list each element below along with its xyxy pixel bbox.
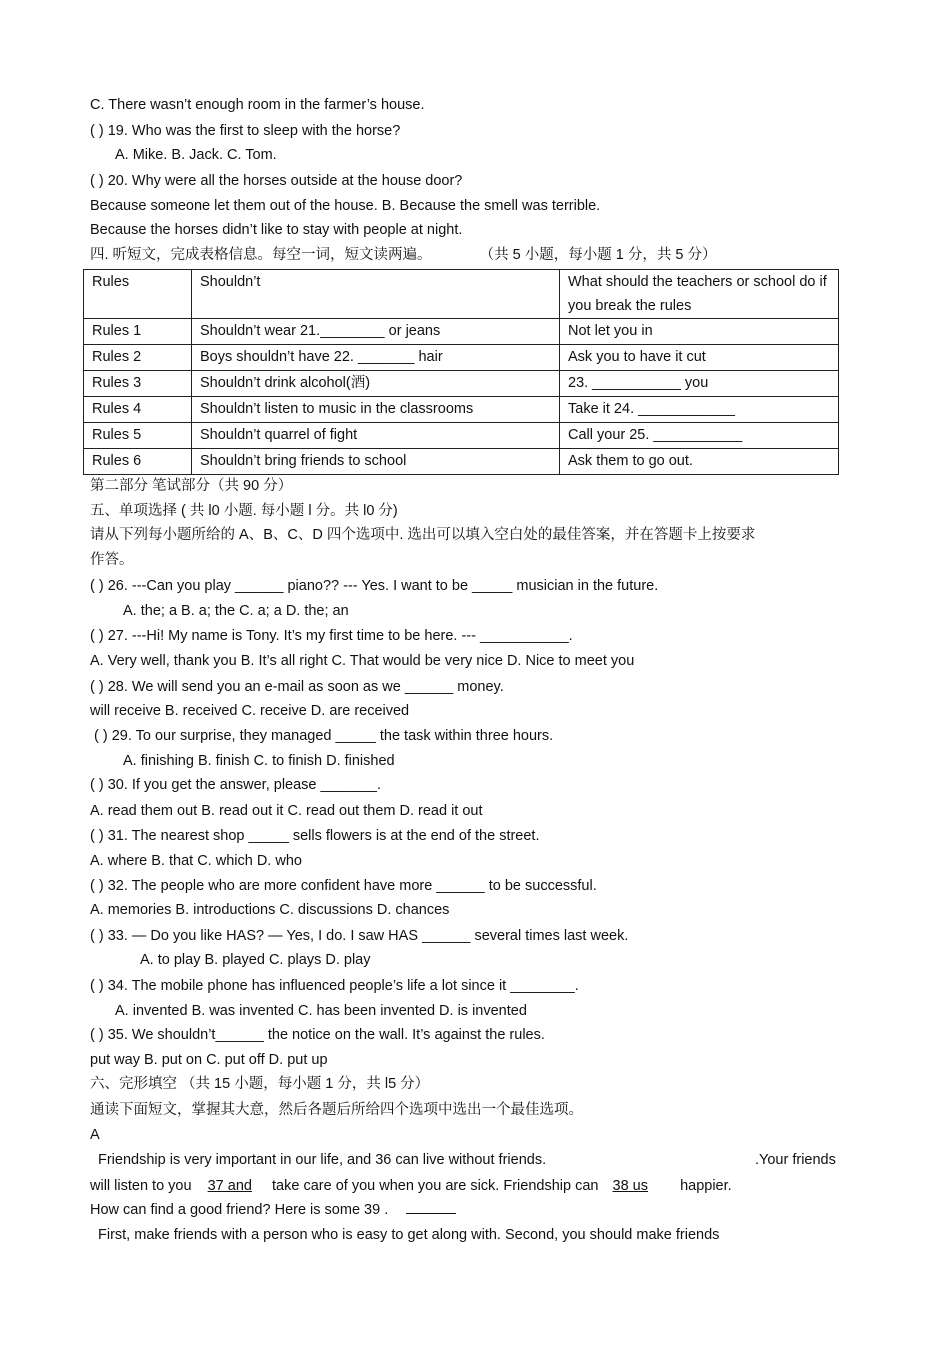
passage-line-2 xyxy=(90,1177,732,1195)
table-row xyxy=(84,371,839,397)
table-header-cell: Rules xyxy=(84,270,192,319)
question-29: ( ) 29. To our surprise, they managed _____ the task within three hours. xyxy=(94,728,554,744)
section-5-instruction-cont: 作答。 xyxy=(90,552,134,568)
table-header-cell: Shouldn’t xyxy=(192,270,560,319)
table-cell: Rules 2 xyxy=(84,345,192,371)
question-20: ( ) 20. Why were all the horses outside at the house door? xyxy=(90,173,463,189)
blank-37: 37 and xyxy=(207,1178,252,1194)
table-cell: Shouldn’t drink alcohol(酒) xyxy=(192,371,560,397)
section-4-instruction: 四. 听短文，完成表格信息。每空一词，短文读两遍。 xyxy=(90,247,432,263)
question-33: ( ) 33. — Do you like HAS? — Yes, I do. I saw HAS ______ several times last week. xyxy=(90,928,629,944)
question-19: ( ) 19. Who was the first to sleep with the horse? xyxy=(90,123,401,139)
passage-text: will listen to you xyxy=(90,1178,192,1194)
question-28: ( ) 28. We will send you an e-mail as soon as we ______ money. xyxy=(90,679,504,695)
question-28-options: will receive B. received C. receive D. are received xyxy=(90,703,410,719)
question-34: ( ) 34. The mobile phone has influenced people’s life a lot since it ________. xyxy=(90,978,579,994)
question-35-options: put way B. put on C. put off D. put up xyxy=(90,1052,328,1068)
table-cell: Shouldn’t quarrel of fight xyxy=(192,423,560,449)
table-cell: Boys shouldn’t have 22. _______ hair xyxy=(192,345,560,371)
rules-table xyxy=(83,269,839,475)
table-row xyxy=(84,423,839,449)
passage-text: How can find a good friend? Here is some 39 . xyxy=(90,1202,389,1218)
table-cell: 23. ___________ you xyxy=(560,371,839,397)
question-34-options: A. invented B. was invented C. has been invented D. is invented xyxy=(115,1003,527,1019)
section-4-score: （共 5 小题，每小题 1 分，共 5 分） xyxy=(479,247,717,263)
question-32-options: A. memories B. introductions C. discussions D. chances xyxy=(90,902,450,918)
table-cell: Take it 24. ____________ xyxy=(560,397,839,423)
option-c-line: C. There wasn’t enough room in the farmer’s house. xyxy=(90,97,425,113)
table-cell: Rules 3 xyxy=(84,371,192,397)
blank-39-line xyxy=(406,1201,456,1214)
table-row xyxy=(84,345,839,371)
passage-line-4: First, make friends with a person who is easy to get along with. Second, you should make friends xyxy=(98,1227,720,1243)
blank-38: 38 us xyxy=(612,1178,648,1194)
question-30-options: A. read them out B. read out it C. read out them D. read it out xyxy=(90,803,483,819)
table-cell: Shouldn’t wear 21.________ or jeans xyxy=(192,319,560,345)
question-35: ( ) 35. We shouldn’t______ the notice on the wall. It’s against the rules. xyxy=(90,1027,545,1043)
passage-text: happier. xyxy=(680,1178,732,1194)
section-5-instruction: 请从下列每小题所给的 A、B、C、D 四个选项中. 选出可以填入空白处的最佳答案，并在答题卡上按要求 xyxy=(90,527,756,543)
question-33-options: A. to play B. played C. plays D. play xyxy=(140,952,371,968)
table-cell: Shouldn’t bring friends to school xyxy=(192,449,560,475)
table-cell: Not let you in xyxy=(560,319,839,345)
section-6-title: 六、完形填空 （共 15 小题，每小题 1 分，共 l5 分） xyxy=(90,1076,430,1092)
question-26: ( ) 26. ---Can you play ______ piano?? --- Yes. I want to be _____ musician in the future. xyxy=(90,578,659,594)
question-19-options: A. Mike. B. Jack. C. Tom. xyxy=(115,147,277,163)
table-row xyxy=(84,449,839,475)
question-27: ( ) 27. ---Hi! My name is Tony. It’s my first time to be here. --- ___________. xyxy=(90,628,573,644)
table-cell: Rules 4 xyxy=(84,397,192,423)
question-20-options-ab: Because someone let them out of the house. B. Because the smell was terrible. xyxy=(90,198,601,214)
table-header-row xyxy=(84,270,839,319)
table-row xyxy=(84,397,839,423)
table-cell: Ask you to have it cut xyxy=(560,345,839,371)
table-cell: Ask them to go out. xyxy=(560,449,839,475)
table-header-cell: What should the teachers or school do if you break the rules xyxy=(560,270,839,319)
question-29-options: A. finishing B. finish C. to finish D. finished xyxy=(123,753,395,769)
question-20-option-c: Because the horses didn’t like to stay with people at night. xyxy=(90,222,463,238)
section-6-instruction: 通读下面短文，掌握其大意，然后各题后所给四个选项中选出一个最佳选项。 xyxy=(90,1102,583,1118)
question-30: ( ) 30. If you get the answer, please _______. xyxy=(90,777,381,793)
section-5-title: 五、单项选择 ( 共 l0 小题. 每小题 l 分。共 l0 分) xyxy=(90,503,398,519)
question-27-options: A. Very well, thank you B. It’s all right C. That would be very nice D. Nice to meet you xyxy=(90,653,635,669)
table-row xyxy=(84,319,839,345)
section-4-title xyxy=(90,246,717,264)
question-31-options: A. where B. that C. which D. who xyxy=(90,853,302,869)
table-cell: Rules 1 xyxy=(84,319,192,345)
table-cell: Rules 5 xyxy=(84,423,192,449)
passage-line-3 xyxy=(90,1201,456,1219)
passage-line-1-end: .Your friends xyxy=(755,1152,836,1168)
passage-label: A xyxy=(90,1127,100,1143)
table-cell: Shouldn’t listen to music in the classrooms xyxy=(192,397,560,423)
table-cell: Rules 6 xyxy=(84,449,192,475)
question-31: ( ) 31. The nearest shop _____ sells flowers is at the end of the street. xyxy=(90,828,540,844)
passage-text: take care of you when you are sick. Friendship can xyxy=(272,1178,599,1194)
passage-line-1: Friendship is very important in our life, and 36 can live without friends. xyxy=(98,1152,547,1168)
table-cell: Call your 25. ___________ xyxy=(560,423,839,449)
part-2-title: 第二部分 笔试部分（共 90 分） xyxy=(90,478,293,494)
question-26-options: A. the; a B. a; the C. a; a D. the; an xyxy=(123,603,349,619)
question-32: ( ) 32. The people who are more confident have more ______ to be successful. xyxy=(90,878,597,894)
